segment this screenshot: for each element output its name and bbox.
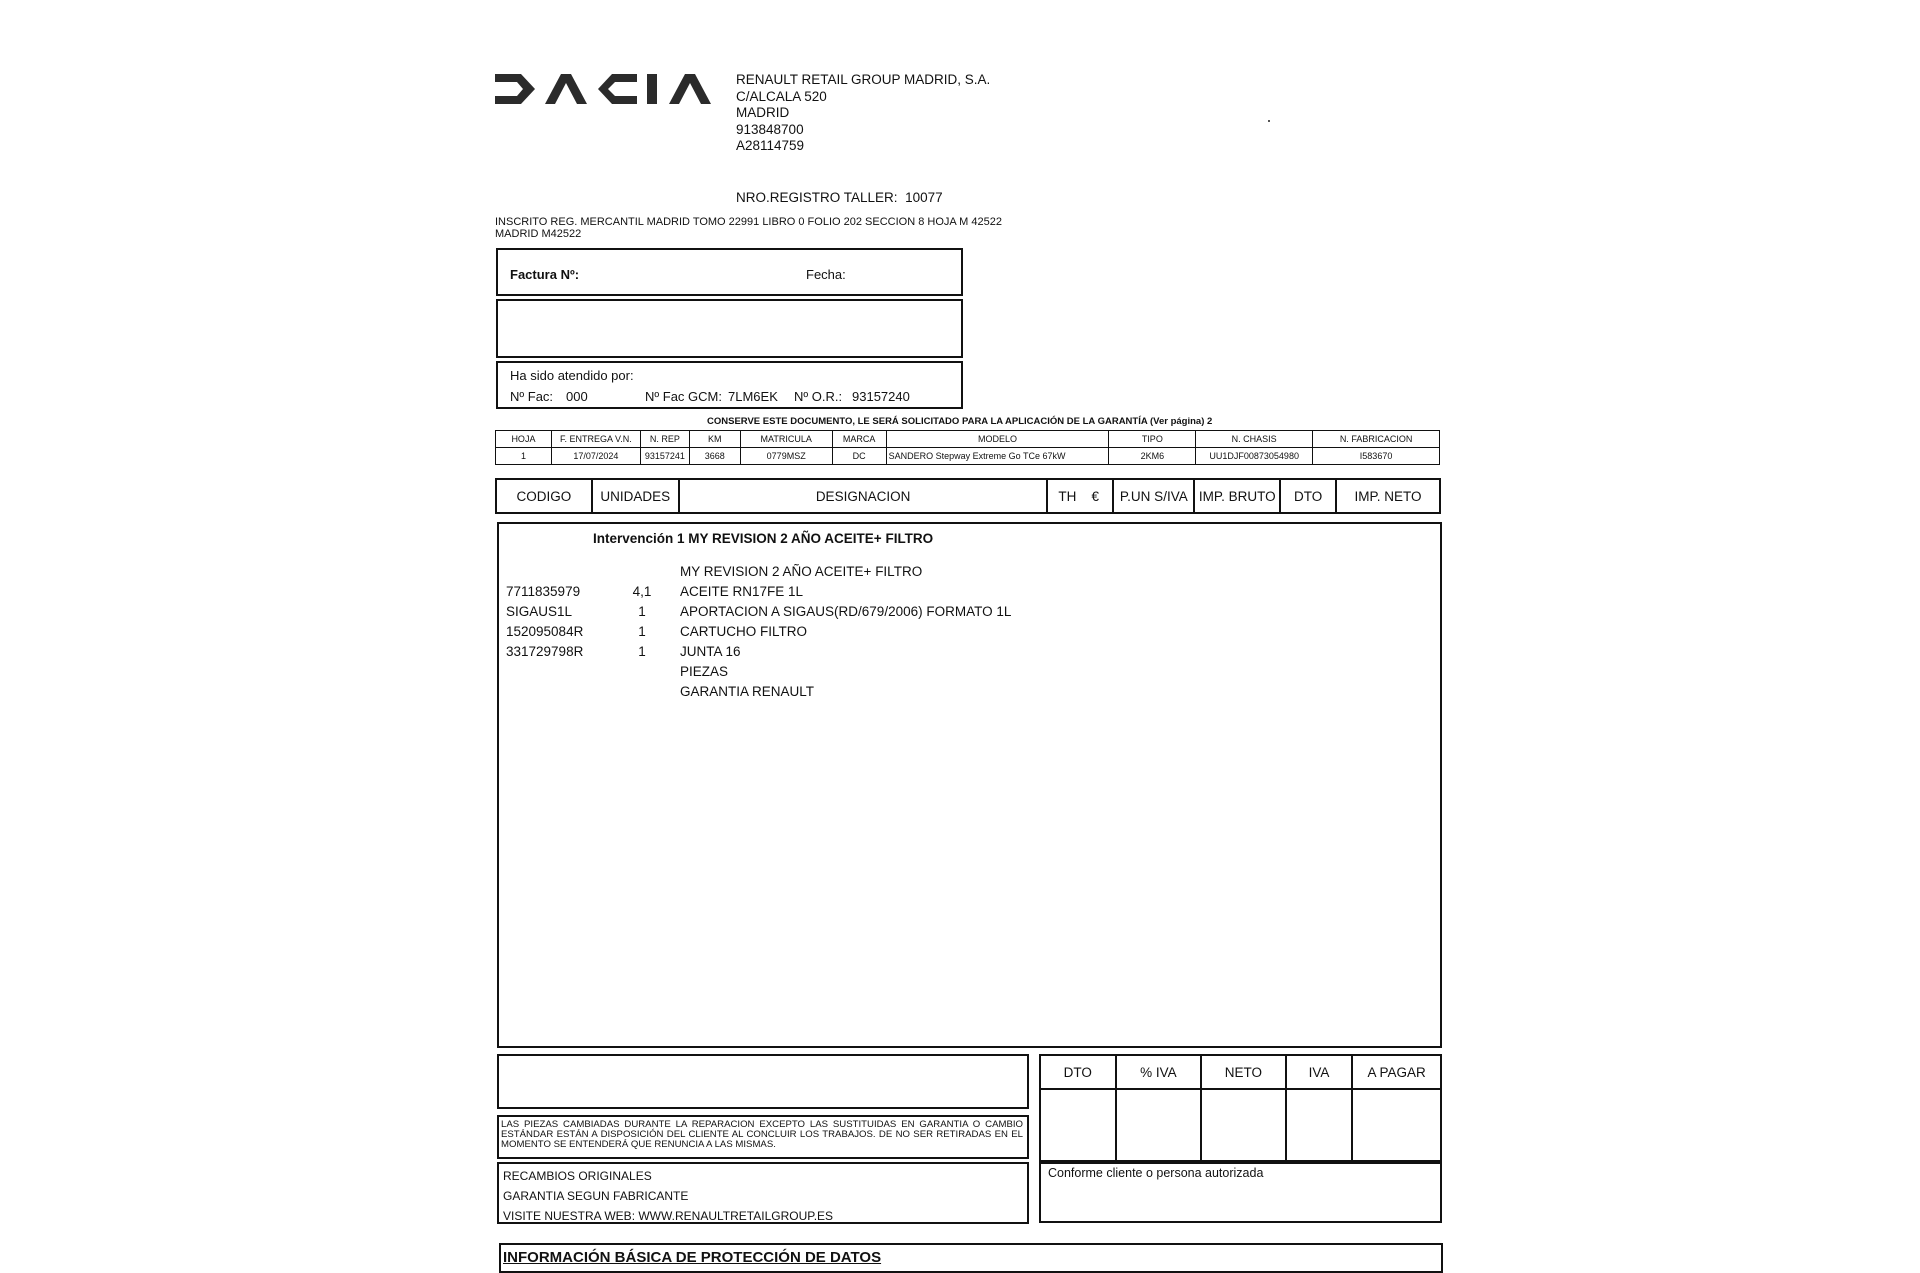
item-unidades: 4,1 — [632, 584, 652, 599]
vehicle-cell: 2KM6 — [1109, 448, 1196, 465]
totals-cell — [1116, 1089, 1202, 1163]
nfac-gcm-label: Nº Fac GCM: — [645, 389, 722, 404]
registro-taller-label: NRO.REGISTRO TALLER: — [736, 190, 898, 205]
vehicle-header-cell: KM — [689, 431, 740, 448]
item-designacion: ACEITE RN17FE 1L — [680, 584, 804, 599]
col-dto: DTO — [1280, 479, 1336, 513]
company-name: RENAULT RETAIL GROUP MADRID, S.A. — [736, 72, 991, 87]
vehicle-header-cell: N. CHASIS — [1196, 431, 1313, 448]
observaciones-box — [497, 1054, 1029, 1109]
col-imp-bruto: IMP. BRUTO — [1194, 479, 1280, 513]
vehicle-header-cell: F. ENTREGA V.N. — [551, 431, 640, 448]
item-codigo: 331729798R — [506, 644, 584, 659]
atendido-box — [496, 361, 963, 409]
vehicle-cell: 0779MSZ — [740, 448, 832, 465]
company-info — [736, 72, 990, 155]
nfac-label: Nº Fac: — [510, 389, 554, 404]
fecha-label: Fecha: — [806, 267, 846, 282]
vehicle-header-cell: TIPO — [1109, 431, 1196, 448]
totals-header-a-pagar: A PAGAR — [1352, 1055, 1441, 1089]
item-codigo: 7711835979 — [506, 584, 581, 599]
vehicle-header-cell: HOJA — [496, 431, 552, 448]
vehicle-cell: SANDERO Stepway Extreme Go TCe 67kW — [886, 448, 1109, 465]
company-address: C/ALCALA 520 — [736, 88, 827, 104]
vehicle-cell: 3668 — [689, 448, 740, 465]
lines-header-table — [495, 478, 1441, 514]
vehicle-header-cell: N. REP — [640, 431, 689, 448]
col-codigo: CODIGO — [496, 479, 592, 513]
col-euro: € — [1091, 488, 1099, 504]
totals-header-neto: NETO — [1201, 1055, 1286, 1089]
recambios-line: RECAMBIOS ORIGINALES — [503, 1169, 652, 1183]
col-pun: P.UN S/IVA — [1113, 479, 1194, 513]
intervencion-title: Intervención 1 MY REVISION 2 AÑO ACEITE+ FILTRO — [593, 531, 934, 546]
totals-table — [1039, 1054, 1442, 1164]
item-designacion: GARANTIA RENAULT — [680, 684, 815, 699]
vehicle-header-cell: MATRICULA — [740, 431, 832, 448]
totals-cell — [1286, 1089, 1353, 1163]
registro-taller-value: 10077 — [905, 190, 943, 205]
item-unidades: 1 — [638, 624, 646, 639]
vehicle-header-cell: MARCA — [832, 431, 886, 448]
item-designacion: MY REVISION 2 AÑO ACEITE+ FILTRO — [680, 564, 923, 579]
vehicle-table-header — [496, 431, 1440, 448]
client-box — [496, 299, 963, 358]
totals-header-iva-pct: % IVA — [1116, 1055, 1202, 1089]
scan-speck — [1268, 120, 1270, 122]
item-designacion: CARTUCHO FILTRO — [680, 624, 808, 639]
item-designacion: APORTACION A SIGAUS(RD/679/2006) FORMATO 1L — [680, 604, 1012, 619]
item-designacion: JUNTA 16 — [680, 644, 741, 659]
nor-value: 93157240 — [852, 389, 910, 404]
lines-body — [497, 522, 1442, 1048]
totals-cell — [1352, 1089, 1441, 1163]
item-designacion: PIEZAS — [680, 664, 729, 679]
totals-header-iva: IVA — [1286, 1055, 1353, 1089]
nfac-value: 000 — [566, 389, 588, 404]
proteccion-title: INFORMACIÓN BÁSICA DE PROTECCIÓN DE DATOS — [503, 1249, 882, 1266]
recambios-lines — [503, 1166, 833, 1226]
registro-taller — [736, 190, 943, 205]
vehicle-cell: I583670 — [1313, 448, 1440, 465]
col-unidades: UNIDADES — [592, 479, 679, 513]
vehicle-cell: 93157241 — [640, 448, 689, 465]
nor-label: Nº O.R.: — [794, 389, 843, 404]
totals-header-dto: DTO — [1040, 1055, 1116, 1089]
conforme-label: Conforme cliente o persona autorizada — [1048, 1166, 1264, 1180]
vehicle-cell: UU1DJF00873054980 — [1196, 448, 1313, 465]
inscrito-registro: INSCRITO REG. MERCANTIL MADRID TOMO 22991 LIBRO 0 FOLIO 202 SECCION 8 HOJA M 42522 MADRID M42522 — [495, 216, 1002, 240]
piezas-notice: LAS PIEZAS CAMBIADAS DURANTE LA REPARACION EXCEPTO LAS SUSTITUIDAS EN GARANTIA O CAMBIO ESTÁNDAR ESTÁN A DISPOSICIÓN DEL CLIENTE AL CONCLUIR LOS TRABAJOS. DE NO SER RETIRADAS EN EL MOMENTO SE ENTENDERÁ QUE RENUNCIA A LAS MISMAS. — [501, 1119, 1023, 1150]
company-cif: A28114759 — [736, 138, 805, 154]
item-codigo: SIGAUS1L — [506, 604, 573, 619]
dacia-logo-icon — [495, 74, 728, 104]
vehicle-cell: 1 — [496, 448, 552, 465]
factura-label: Factura Nº: — [510, 267, 580, 282]
col-th-euro — [1047, 479, 1113, 513]
company-city: MADRID — [736, 105, 790, 121]
item-unidades: 1 — [638, 644, 646, 659]
atendido-label: Ha sido atendido por: — [510, 368, 634, 383]
vehicle-table-row — [496, 448, 1440, 465]
vehicle-header-cell: N. FABRICACION — [1313, 431, 1440, 448]
vehicle-table — [495, 430, 1440, 465]
nfac-gcm-value: 7LM6EK — [728, 389, 778, 404]
col-imp-neto: IMP. NETO — [1336, 479, 1440, 513]
item-codigo: 152095084R — [506, 624, 584, 639]
recambios-line: GARANTIA SEGUN FABRICANTE — [503, 1189, 689, 1203]
conserve-notice: CONSERVE ESTE DOCUMENTO, LE SERÁ SOLICITADO PARA LA APLICACIÓN DE LA GARANTÍA (Ver página) 2 — [707, 416, 1213, 427]
vehicle-header-cell: MODELO — [886, 431, 1109, 448]
col-designacion: DESIGNACION — [679, 479, 1048, 513]
totals-cell — [1201, 1089, 1286, 1163]
recambios-line: VISITE NUESTRA WEB: WWW.RENAULTRETAILGROUP.ES — [503, 1209, 834, 1223]
factura-box — [496, 248, 963, 296]
vehicle-cell: 17/07/2024 — [551, 448, 640, 465]
item-unidades: 1 — [638, 604, 646, 619]
vehicle-cell: DC — [832, 448, 886, 465]
totals-cell — [1040, 1089, 1116, 1163]
col-th: TH — [1058, 488, 1077, 504]
company-phone: 913848700 — [736, 121, 804, 137]
